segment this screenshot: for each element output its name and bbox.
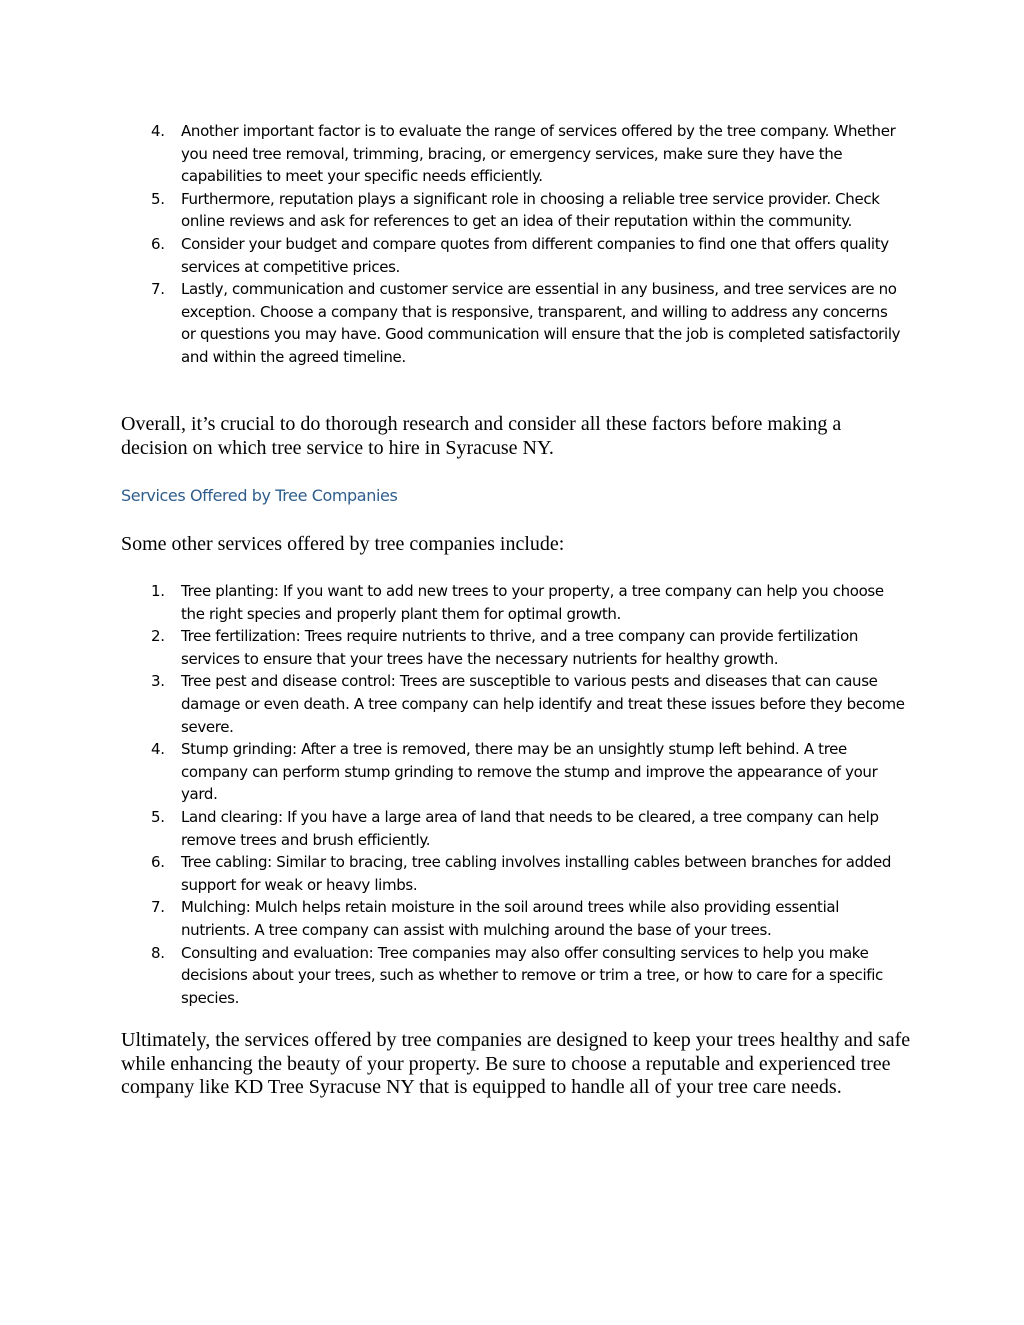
list-number: 8. [151, 943, 165, 962]
list-item [0, 278, 1024, 368]
list-item-text: Tree cabling: Similar to bracing, tree cabling involves installing cables between branches for added support for weak or heavy limbs. [181, 853, 891, 894]
list-number: 3. [151, 672, 165, 691]
list-item [0, 851, 1024, 896]
list-number: 7. [151, 280, 165, 299]
services-heading: Services Offered by Tree Companies [121, 486, 398, 505]
list-item [0, 942, 1024, 1010]
list-item [0, 670, 1024, 738]
list-item-text: Lastly, communication and customer service are essential in any business, and tree services are no exception. Choose a company that is responsive, transparent, and willing to address any concerns or questions you may have. Good communication will ensure that the job is completed satisfactorily and within the agreed timeline. [181, 280, 901, 366]
list-item [0, 188, 1024, 233]
list-number: 1. [151, 582, 165, 600]
conclusion-paragraph: Ultimately, the services offered by tree companies are designed to keep your trees healthy and safe while enhancing the beauty of your property. Be sure to choose a reputable and experienced tree company like KD Tree Syracuse NY that is equipped to handle all of your tree care needs. [121, 1029, 911, 1098]
list-item [0, 120, 1024, 188]
overall-paragraph: Overall, it’s crucial to do thorough research and consider all these factors before making a decision on which tree service to hire in Syracuse NY. [121, 413, 842, 459]
list-item-text: Land clearing: If you have a large area of land that needs to be cleared, a tree company can help remove trees and brush efficiently. [181, 807, 879, 849]
list-item-text: Tree fertilization: Trees require nutrients to thrive, and a tree company can provide fertilization services to ensure that your trees have the necessary nutrients for healthy growth. [181, 627, 859, 668]
list-number: 2. [151, 627, 165, 646]
list-item-text: Stump grinding: After a tree is removed, there may be an unsightly stump left behind. A tree company can perform stump grinding to remove the stump and improve the appearance of your yard. [181, 740, 878, 804]
list-item-text: Consulting and evaluation: Tree companies may also offer consulting services to help you make decisions about your trees, such as whether to remove or trim a tree, or how to care for a specific species. [181, 943, 883, 1007]
services-list [0, 580, 1024, 1009]
list-item [0, 233, 1024, 278]
list-number: 6. [151, 853, 165, 872]
list-item [0, 806, 1024, 851]
intro-paragraph: Some other services offered by tree companies include: [121, 533, 565, 555]
list-item-text: Furthermore, reputation plays a significant role in choosing a reliable tree service provider. Check online reviews and ask for references to get an idea of their reputation within the community. [181, 189, 880, 231]
factors-list [0, 120, 1024, 369]
list-number: 4. [151, 740, 165, 759]
list-number: 5. [151, 189, 165, 208]
list-item-text: Tree planting: If you want to add new trees to your property, a tree company can help you choose the right species and properly plant them for optimal growth. [181, 582, 884, 623]
list-item [0, 625, 1024, 670]
list-item-text: Mulching: Mulch helps retain moisture in the soil around trees while also providing essential nutrients. A tree company can assist with mulching around the base of your trees. [181, 898, 840, 939]
list-item-text: Tree pest and disease control: Trees are susceptible to various pests and diseases that can cause damage or even death. A tree company can help identify and treat these issues before they become severe. [181, 672, 905, 736]
list-item-text: Consider your budget and compare quotes from different companies to find one that offers quality services at competitive prices. [181, 234, 889, 276]
list-item-text: Another important factor is to evaluate the range of services offered by the tree company. Whether you need tree removal, trimming, bracing, or emergency services, make sure they have the capabilities to meet your specific needs efficiently. [181, 122, 896, 186]
list-number: 5. [151, 807, 165, 826]
list-item [0, 896, 1024, 941]
list-number: 7. [151, 898, 165, 917]
list-number: 6. [151, 234, 165, 253]
list-number: 4. [151, 122, 165, 140]
list-item [0, 580, 1024, 625]
list-item [0, 738, 1024, 806]
